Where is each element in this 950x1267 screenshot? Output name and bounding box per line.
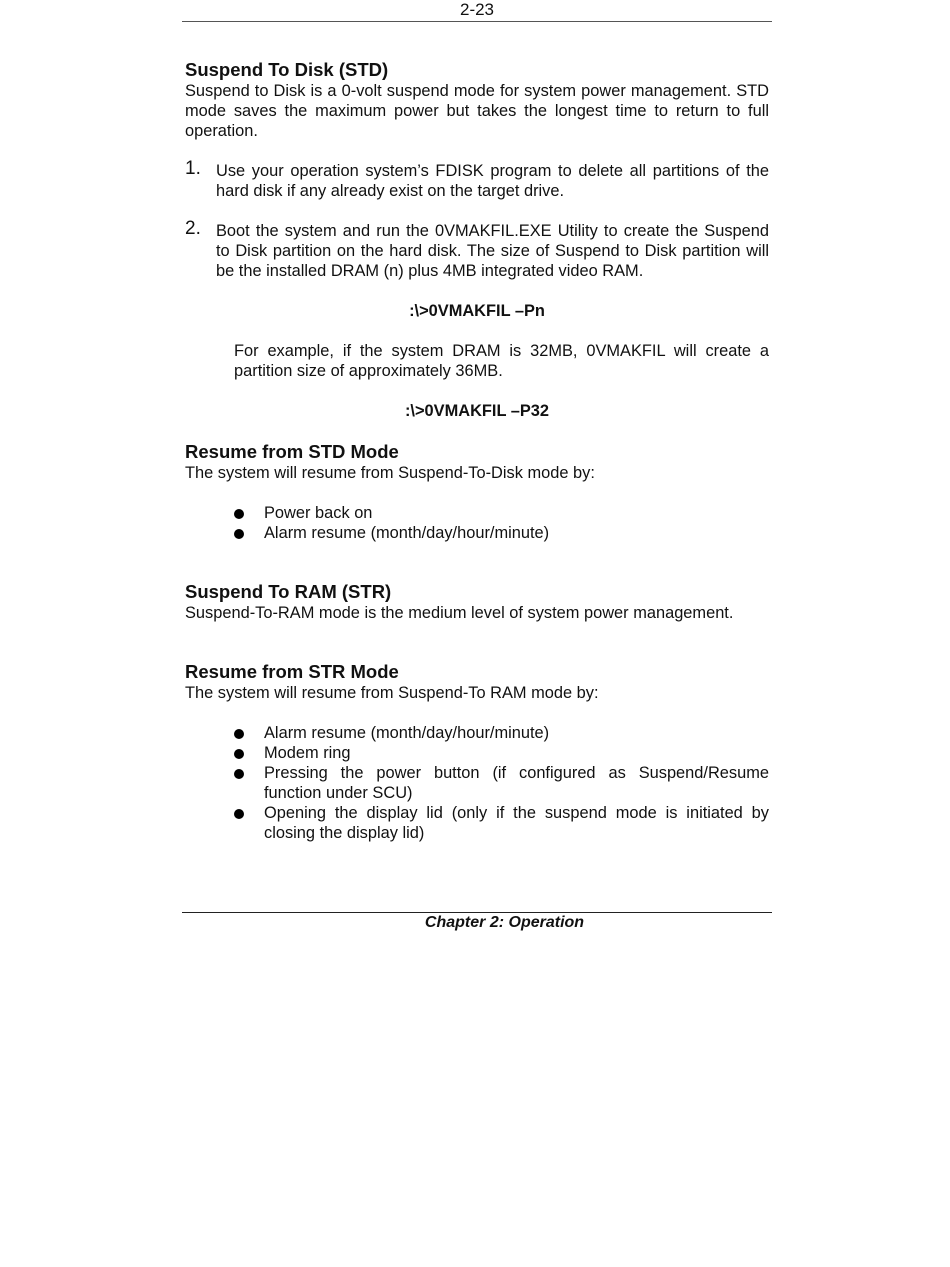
bullet-icon [234, 529, 244, 539]
bullet-icon [234, 729, 244, 739]
resume-std-list [185, 503, 769, 543]
command-p32: :\>0VMAKFIL –P32 [404, 402, 550, 420]
section-title-resume-std: Resume from STD Mode [185, 441, 399, 462]
std-step-1 [185, 158, 769, 201]
page-content [185, 59, 769, 843]
section-title-resume-str: Resume from STR Mode [185, 661, 399, 682]
section-title-std: Suspend To Disk (STD) [185, 59, 389, 80]
step-number: 2. [185, 218, 201, 239]
list-item: Modem ring [234, 743, 769, 763]
std-step-2 [185, 218, 769, 281]
resume-std-intro: The system will resume from Suspend-To-Disk mode by: [185, 464, 595, 482]
list-item: Pressing the power button (if configured as Suspend/Resume function under SCU) [234, 763, 769, 803]
step-number: 1. [185, 158, 201, 179]
bullet-icon [234, 509, 244, 519]
resume-str-list [185, 723, 769, 843]
step-text: Use your operation system’s FDISK program to delete all partitions of the hard disk if any already exist on the target drive. [216, 162, 769, 200]
resume-str-intro: The system will resume from Suspend-To RAM mode by: [185, 684, 599, 702]
bullet-icon [234, 809, 244, 819]
std-example: For example, if the system DRAM is 32MB, 0VMAKFIL will create a partition size of approximately 36MB. [234, 342, 769, 380]
list-item: Opening the display lid (only if the suspend mode is initiated by closing the display lid) [234, 803, 769, 843]
bullet-icon [234, 749, 244, 759]
bullet-icon [234, 769, 244, 779]
step-text: Boot the system and run the 0VMAKFIL.EXE Utility to create the Suspend to Disk partition on the hard disk. The size of Suspend to Disk partition will be the installed DRAM (n) plus 4MB integrated video RAM. [216, 222, 769, 280]
page-number: 2-23 [459, 0, 495, 19]
chapter-footer: Chapter 2: Operation [424, 914, 585, 931]
command-pn: :\>0VMAKFIL –Pn [409, 302, 545, 320]
list-item: Alarm resume (month/day/hour/minute) [234, 523, 769, 543]
list-item: Alarm resume (month/day/hour/minute) [234, 723, 769, 743]
std-intro: Suspend to Disk is a 0-volt suspend mode for system power management. STD mode saves the maximum power but takes the longest time to return to full operation. [185, 82, 769, 140]
list-item: Power back on [234, 503, 769, 523]
str-intro: Suspend-To-RAM mode is the medium level of system power management. [185, 604, 734, 622]
header-rule [182, 21, 772, 22]
section-title-str: Suspend To RAM (STR) [185, 581, 392, 602]
